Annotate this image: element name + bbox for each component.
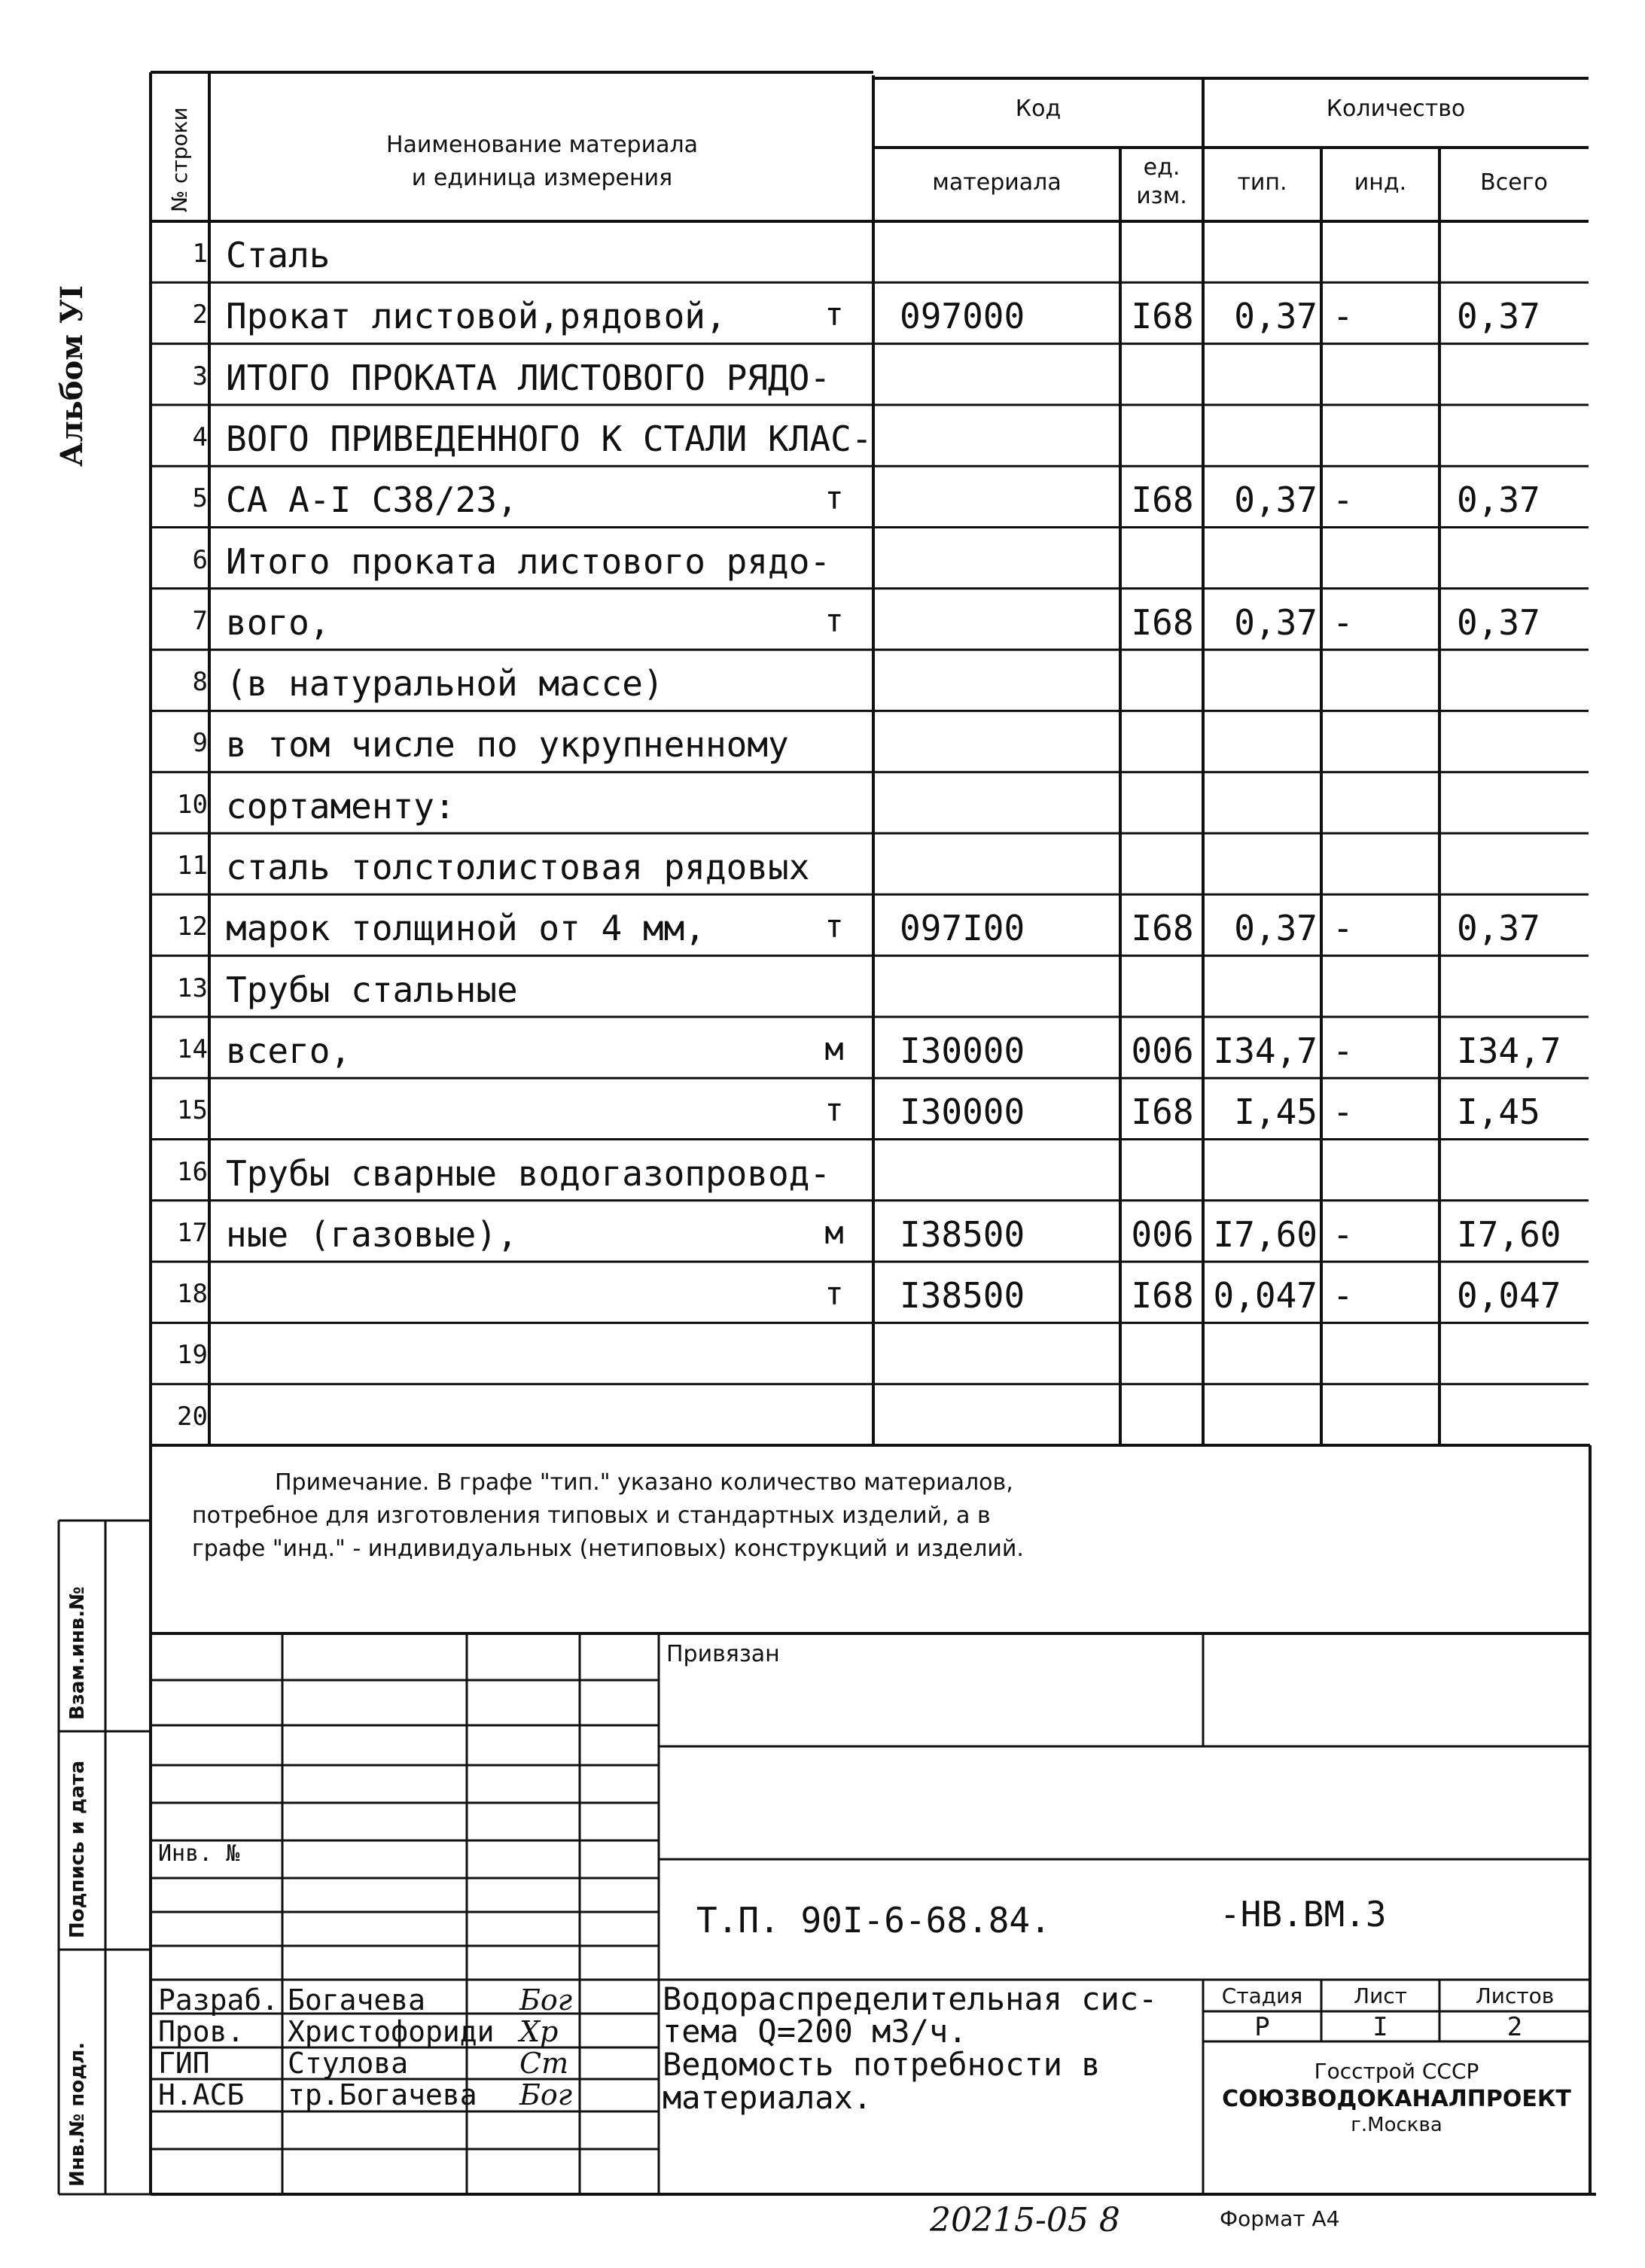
qty-tip: I,45 <box>1234 1091 1318 1133</box>
row-number: 20 <box>177 1401 208 1432</box>
material-name: Сталь <box>226 235 331 276</box>
row-number: 3 <box>192 361 208 391</box>
row-number: 6 <box>192 544 208 575</box>
material-code: I30000 <box>900 1030 1025 1071</box>
qty-ind: - <box>1333 296 1354 337</box>
stamp-doc-code: -НВ.ВМ.3 <box>1220 1894 1387 1935</box>
qty-tip: 0,37 <box>1234 908 1318 949</box>
unit-symbol: т <box>824 1091 844 1129</box>
side-label-vzam: Взам.инв.№ <box>66 1586 89 1720</box>
material-name: Трубы сварные водогазопровод- <box>226 1152 831 1194</box>
header-name-line1: Наименование материала <box>385 132 699 158</box>
row-number: 10 <box>177 789 208 820</box>
qty-total: 0,37 <box>1457 908 1540 949</box>
material-code: I38500 <box>900 1213 1025 1255</box>
side-label-podpis: Подпись и дата <box>66 1760 89 1938</box>
stamp-title-line3: Ведомость потребности в <box>663 2046 1101 2083</box>
stamp-title-line4: материалах. <box>663 2079 873 2116</box>
person-role: Разраб. <box>158 1983 279 2017</box>
row-number: 2 <box>192 300 208 330</box>
person-role: ГИП <box>158 2047 210 2080</box>
row-number: 17 <box>177 1217 208 1248</box>
unit-code: 006 <box>1131 1213 1194 1255</box>
material-name: Трубы стальные <box>226 969 518 1010</box>
material-name: ные (газовые), <box>226 1213 518 1255</box>
person-signature: Ст <box>519 2047 569 2080</box>
person-signature: Бог <box>519 1983 573 2017</box>
qty-total: 0,37 <box>1457 479 1540 521</box>
unit-symbol: т <box>824 1275 844 1313</box>
person-role: Н.АСБ <box>158 2078 245 2111</box>
material-name: марок толщиной от 4 мм, <box>226 908 705 949</box>
row-number: 12 <box>177 912 208 942</box>
stamp-stadia: Р <box>1254 2012 1270 2042</box>
person-name: Стулова <box>288 2047 409 2080</box>
qty-ind: - <box>1333 1030 1354 1071</box>
row-number: 16 <box>177 1156 208 1187</box>
unit-symbol: т <box>824 908 844 945</box>
row-number: 14 <box>177 1034 208 1064</box>
stamp-stadia-label: Стадия <box>1221 1983 1303 2008</box>
qty-total: 0,047 <box>1457 1275 1561 1317</box>
qty-total: I7,60 <box>1457 1213 1561 1255</box>
stamp-doc-number: Т.П. 90I-6-68.84. <box>696 1900 1051 1941</box>
material-name: сталь толстолистовая рядовых <box>226 847 810 887</box>
material-name: (в натуральной массе) <box>226 663 664 705</box>
qty-ind: - <box>1333 1275 1354 1317</box>
side-label-inv: Инв.№ подл. <box>66 2041 89 2187</box>
header-ind: инд. <box>1354 169 1407 196</box>
qty-tip: 0,37 <box>1234 601 1318 643</box>
material-name: ИТОГО ПРОКАТА ЛИСТОВОГО РЯДО- <box>226 357 831 398</box>
stamp-inv-no: Инв. № <box>158 1840 240 1867</box>
unit-symbol: т <box>824 479 844 517</box>
stamp-org-line3: г.Москва <box>1351 2114 1442 2136</box>
stamp-listov-label: Листов <box>1475 1983 1555 2008</box>
unit-code: I68 <box>1131 908 1194 949</box>
unit-code: I68 <box>1131 1275 1194 1317</box>
material-code: 097000 <box>900 296 1025 337</box>
person-name: тр.Богачева <box>288 2078 477 2111</box>
album-label: Альбом УI <box>54 285 90 467</box>
row-number: 11 <box>177 851 208 881</box>
header-vsego: Всего <box>1480 169 1548 196</box>
stamp-title-line1: Водораспределительная сис- <box>663 1980 1158 2017</box>
qty-tip: 0,047 <box>1213 1275 1318 1317</box>
stamp-org-line1: Госстрой СССР <box>1314 2059 1479 2084</box>
person-name: Богачева <box>288 1983 426 2017</box>
material-code: I30000 <box>900 1091 1025 1133</box>
stamp-list-label: Лист <box>1354 1983 1407 2008</box>
format-label: Формат А4 <box>1220 2206 1340 2231</box>
unit-code: I68 <box>1131 601 1194 643</box>
person-name: Христофориди <box>288 2015 495 2048</box>
row-number: 9 <box>192 728 208 759</box>
qty-ind: - <box>1333 601 1354 643</box>
header-row-no: № строки <box>167 107 192 212</box>
stamp-privyazan: Привязан <box>666 1641 780 1667</box>
material-name: сортаменту: <box>226 785 455 827</box>
note-text: Примечание. В графе "тип." указано количество материалов, потребное для изготовления типовых и стандартных изделий, а в графе "инд." - индивидуальных (нетиповых) конструкций и изделий. <box>192 1469 1024 1562</box>
qty-ind: - <box>1333 1213 1354 1255</box>
unit-symbol: м <box>824 1213 844 1251</box>
qty-total: I,45 <box>1457 1091 1540 1133</box>
row-number: 1 <box>192 239 208 269</box>
header-kod: Код <box>1015 96 1062 122</box>
qty-ind: - <box>1333 479 1354 521</box>
qty-tip: I34,7 <box>1213 1030 1318 1071</box>
qty-total: 0,37 <box>1457 601 1540 643</box>
qty-tip: 0,37 <box>1234 479 1318 521</box>
material-name: СА А-I С38/23, <box>226 479 518 521</box>
stamp-org-line2: СОЮЗВОДОКАНАЛПРОЕКТ <box>1222 2086 1571 2112</box>
material-name: в том числе по укрупненному <box>226 724 789 766</box>
unit-code: 006 <box>1131 1030 1194 1071</box>
handwritten-number: 20215-05 8 <box>930 2201 1120 2239</box>
unit-code: I68 <box>1131 1091 1194 1133</box>
row-number: 4 <box>192 422 208 452</box>
qty-ind: - <box>1333 1091 1354 1133</box>
qty-total: I34,7 <box>1457 1030 1561 1071</box>
unit-symbol: т <box>824 296 844 333</box>
unit-code: I68 <box>1131 296 1194 337</box>
stamp-title-line2: тема Q=200 м3/ч. <box>663 2013 967 2050</box>
stamp-listov: 2 <box>1506 2012 1523 2042</box>
material-name: ВОГО ПРИВЕДЕННОГО К СТАЛИ КЛАС- <box>226 418 873 459</box>
row-number: 8 <box>192 667 208 698</box>
material-name: всего, <box>226 1030 352 1071</box>
header-material: материала <box>932 169 1062 196</box>
header-ed-line2: изм. <box>1136 183 1187 209</box>
qty-ind: - <box>1333 908 1354 949</box>
header-tip: тип. <box>1237 169 1287 196</box>
header-ed-line1: ед. <box>1143 154 1180 181</box>
row-number: 18 <box>177 1279 208 1310</box>
stamp-list: I <box>1372 2012 1388 2042</box>
qty-tip: I7,60 <box>1213 1213 1318 1255</box>
person-signature: Бог <box>519 2078 573 2111</box>
row-number: 7 <box>192 605 208 636</box>
person-role: Пров. <box>158 2015 245 2048</box>
header-name-line2: и единица измерения <box>411 165 673 191</box>
material-code: 097I00 <box>900 908 1025 949</box>
material-name: Прокат листовой,рядовой, <box>226 296 727 337</box>
unit-symbol: т <box>824 601 844 639</box>
row-number: 19 <box>177 1340 208 1371</box>
person-signature: Хр <box>519 2015 559 2048</box>
material-name: Итого проката листового рядо- <box>226 540 831 582</box>
row-number: 13 <box>177 973 208 1003</box>
material-name: вого, <box>226 601 331 643</box>
row-number: 5 <box>192 483 208 514</box>
header-kolichestvo: Количество <box>1326 96 1466 122</box>
unit-symbol: м <box>824 1030 844 1067</box>
qty-tip: 0,37 <box>1234 296 1318 337</box>
material-code: I38500 <box>900 1275 1025 1317</box>
row-number: 15 <box>177 1095 208 1126</box>
unit-code: I68 <box>1131 479 1194 521</box>
qty-total: 0,37 <box>1457 296 1540 337</box>
